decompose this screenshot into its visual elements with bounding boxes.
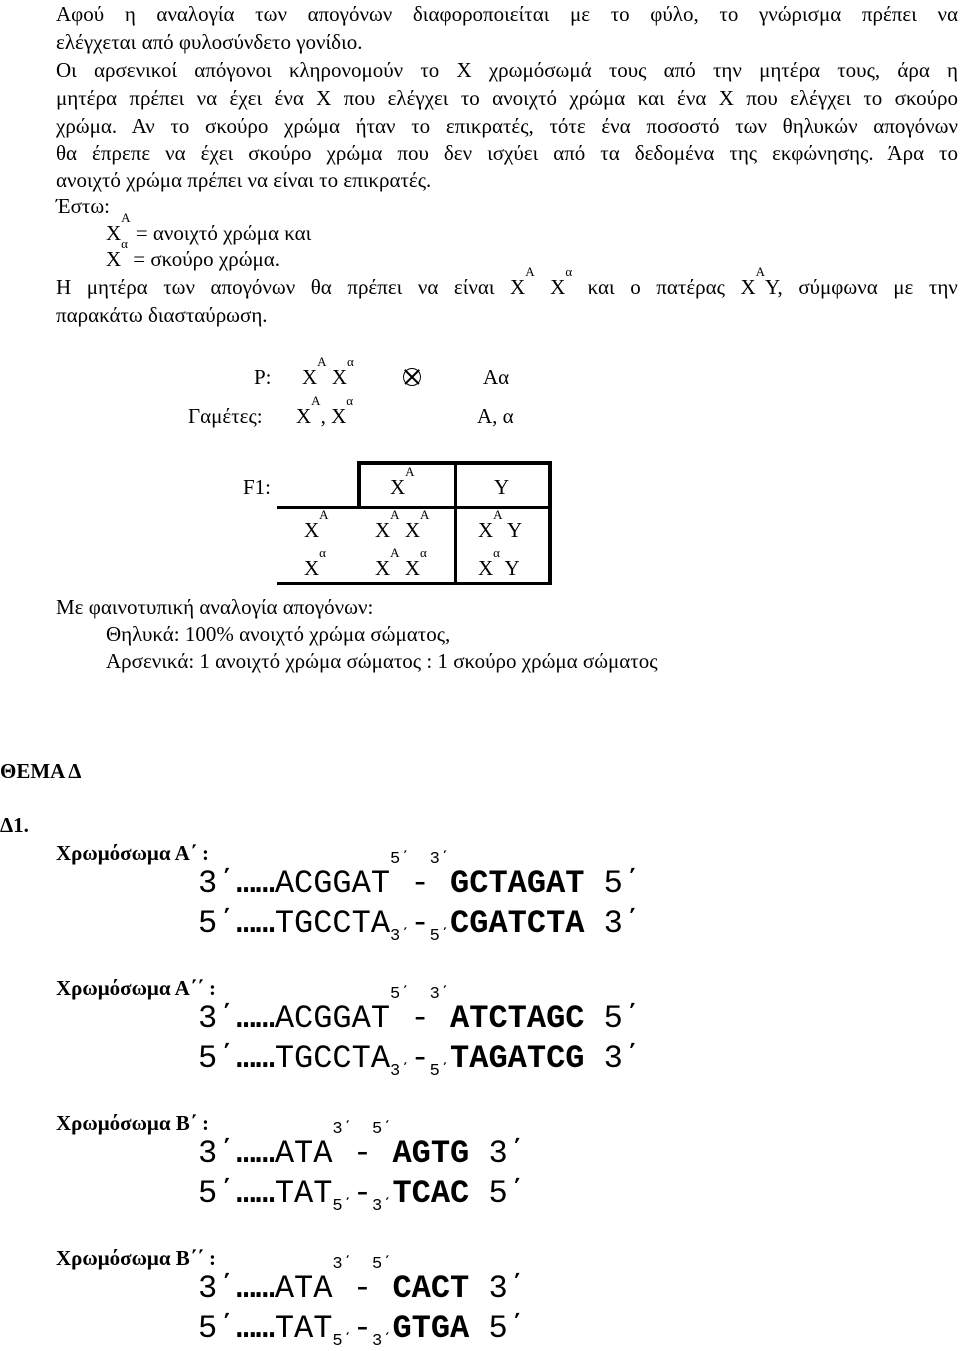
punnett-cell-1-1: $X^A$ $X^A$ <box>375 507 430 542</box>
punnett-cell-2-2: $X^\alpha$ Υ <box>478 545 520 580</box>
cross-symbol-icon <box>403 368 421 391</box>
punnett-bottom-line <box>277 582 552 585</box>
intro-line-4: μητέρα πρέπει να έχει ένα Χ που ελέγχει το ανοιχτό χρώμα και ένα Χ που ελέγχει το σκούρο <box>56 86 958 110</box>
male-parent-genotype: Αα <box>483 365 510 389</box>
punnett-row-header-1: $X^A$ <box>304 507 329 542</box>
punnett-right-line <box>548 461 552 585</box>
strand-b2-top: $3΄\dots\dots ATA^{3΄}-^{5΄}CACT$ 3΄ <box>198 1255 527 1307</box>
male-gametes: Α, α <box>477 404 514 428</box>
punnett-col-header-2: Υ <box>494 475 510 499</box>
parents-sentence: Η μητέρα των απογόνων θα πρέπει να είναι $X^A$ $X^\alpha$ και ο πατέρας $X^A\Upsilon$, σύμφωνα με την <box>56 264 958 299</box>
strand-a1-bottom: $5΄\dots\dots TGCCTA_{3΄}-_{5΄}CGATCTA$ 3΄ <box>198 905 643 946</box>
f1-label: F1: <box>243 475 272 499</box>
strand-b2-bottom: $5΄\dots\dots TAT_{5΄}-_{3΄}GTGA$ 5΄ <box>198 1310 527 1351</box>
strand-a2-bottom: $5΄\dots\dots TGCCTA_{3΄}-_{5΄}TAGATCG$ 3΄ <box>198 1040 643 1081</box>
theme-title: ΘΕΜΑ Δ <box>0 759 82 783</box>
female-gametes: $X^A$, $X^\alpha$ <box>296 393 354 428</box>
strand-b1-top: $3΄\dots\dots ATA^{3΄}-^{5΄}AGTG$ 3΄ <box>198 1120 527 1172</box>
ratio-heading: Με φαινοτυπική αναλογία απογόνων: <box>56 595 374 619</box>
punnett-col-header-1: $X^A$ <box>390 464 415 499</box>
intro-line-3: Οι αρσενικοί απόγονοι κληρονομούν το Χ χρωμόσωμά τους από την μητέρα τους, άρα η <box>56 58 958 82</box>
strand-b1-bottom: $5΄\dots\dots TAT_{5΄}-_{3΄}TCAC$ 5΄ <box>198 1175 527 1216</box>
punnett-cell-1-2: $X^A$ Υ <box>478 507 523 542</box>
punnett-cell-2-1: $X^A$ $X^\alpha$ <box>375 545 427 580</box>
chromosome-label-b1: Χρωμόσωμα Β΄ : <box>56 1111 210 1135</box>
female-parent-genotype: $X^A$ $X^\alpha$ <box>302 354 354 389</box>
intro-line-6: θα έπρεπε να έχει σκούρο χρώμα που δεν ισχύει από τα δεδομένα της εκφώνησης. Άρα το <box>56 141 958 165</box>
punnett-left-line <box>357 461 361 508</box>
intro-line-7: ανοιχτό χρώμα πρέπει να είναι το επικρατές. <box>56 168 432 192</box>
punnett-middle-line <box>454 461 457 585</box>
p-label: P: <box>254 365 272 389</box>
punnett-row-header-2: $X^\alpha$ <box>304 545 326 580</box>
allele-recessive: $X^\alpha = \sigma\kappa oύ\rho o$ χρώμα. <box>106 236 281 271</box>
intro-line-8: Έστω: <box>56 194 110 218</box>
theme-item: Δ1. <box>0 813 29 837</box>
parents-sentence-line-2: παρακάτω διασταύρωση. <box>56 303 268 327</box>
chromosome-label-b2: Χρωμόσωμα Β΄΄ : <box>56 1246 217 1270</box>
intro-line-5: χρώμα. Αν το σκούρο χρώμα ήταν το επικρατές, τότε ένα ποσοστό των θηλυκών απογόνων <box>56 114 958 138</box>
strand-a1-top: $3΄\dots\dots ACGGAT^{5΄}-^{3΄}GCTAGAT$ 5΄ <box>198 850 643 902</box>
intro-line-2: ελέγχεται από φυλοσύνδετο γονίδιο. <box>56 30 363 54</box>
allele-dominant: $X^A = \alpha\nu o\iota\chi\tau ό$ χρώμα και <box>106 210 312 245</box>
gametes-label: Γαμέτες: <box>188 404 263 428</box>
ratio-male: Αρσενικά: 1 ανοιχτό χρώμα σώματος : 1 σκούρο χρώμα σώματος <box>106 649 658 673</box>
chromosome-label-a1: Χρωμόσωμα Α΄ : <box>56 841 210 865</box>
strand-a2-top: $3΄\dots\dots ACGGAT^{5΄}-^{3΄}ATCTAGC$ 5΄ <box>198 985 643 1037</box>
chromosome-label-a2: Χρωμόσωμα Α΄΄ : <box>56 976 217 1000</box>
ratio-female: Θηλυκά: 100% ανοιχτό χρώμα σώματος, <box>106 622 451 646</box>
intro-line-1: Αφού η αναλογία των απογόνων διαφοροποιείται με το φύλο, το γνώρισμα πρέπει να <box>56 2 958 26</box>
